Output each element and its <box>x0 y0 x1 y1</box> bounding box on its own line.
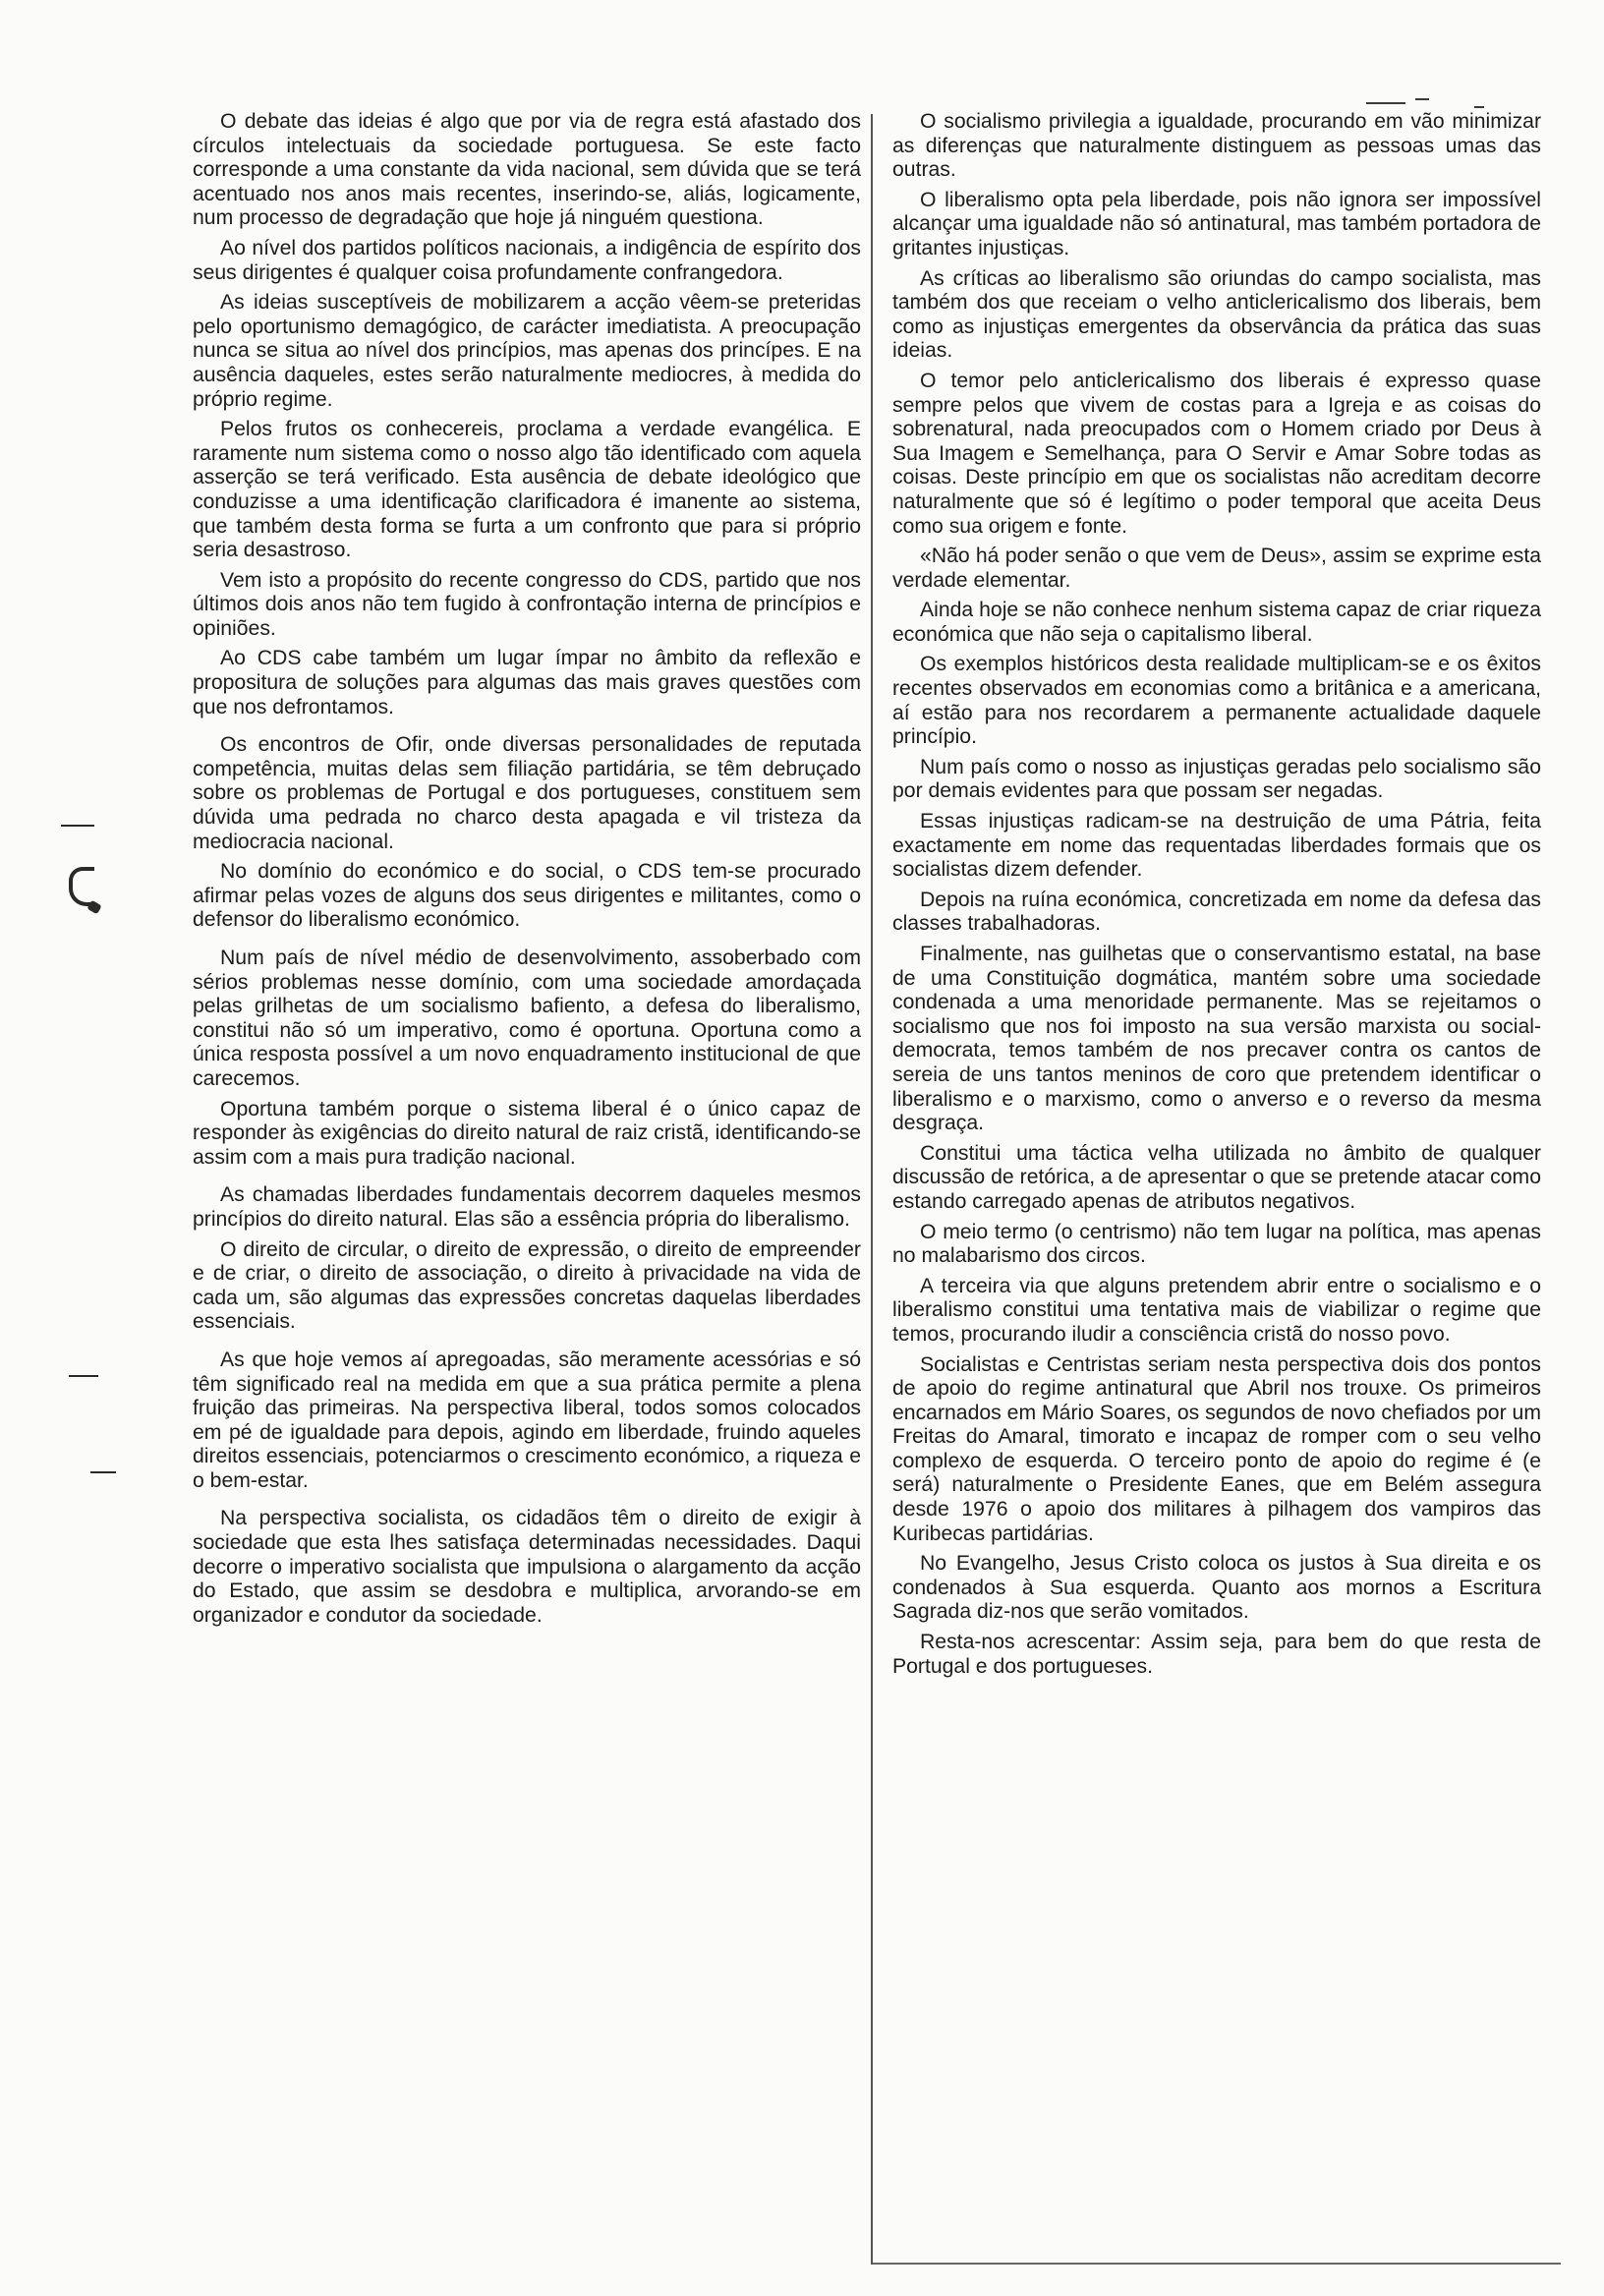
paragraph: Essas injustiças radicam-se na destruição de uma Pátria, feita exactamente em nome das requentadas liberdades formais que os socialistas dizem defender. <box>892 810 1541 882</box>
column-divider <box>871 114 873 2265</box>
paragraph: Socialistas e Centristas seriam nesta perspectiva dois dos pontos de apoio do regime antinatural que Abril nos trouxe. Os primeiros encarnados em Mário Soares, os segundos de novo chefiados por um Freitas do Amaral, timorato e incapaz de romper com o seu velho complexo de esquerda. O terceiro ponto de apoio do regime é (e será) naturalmente o Presidente Eanes, que em Belém assegura desde 1976 o apoio dos militares à pilhagem dos vampiros das Kuribecas partidárias. <box>892 1352 1541 1545</box>
paragraph: Ao CDS cabe também um lugar ímpar no âmbito da reflexão e propositura de soluções para algumas das mais graves questões com que nos defrontamos. <box>193 647 861 718</box>
left-column <box>193 110 861 1634</box>
paragraph: No Evangelho, Jesus Cristo coloca os justos à Sua direita e os condenados à Sua esquerda. Quanto aos mornos a Escritura Sagrada diz-nos que serão vomitados. <box>892 1552 1541 1624</box>
paragraph: As chamadas liberdades fundamentais decorrem daqueles mesmos princípios do direito natural. Elas são a essência própria do liberalismo. <box>193 1183 861 1231</box>
paragraph: Os exemplos históricos desta realidade multiplicam-se e os êxitos recentes observados em economias como a britânica e a americana, aí estão para nos recordarem a permanente actualidade daquele princípio. <box>892 653 1541 749</box>
scan-speck <box>1474 106 1484 108</box>
scan-speck <box>1415 98 1429 100</box>
paragraph: O debate das ideias é algo que por via de regra está afastado dos círculos intelectuais da sociedade portuguesa. Se este facto corresponde a uma constante da vida nacional, sem dúvida que se terá acentuado nos anos mais recentes, inserindo-se, aliás, logicamente, num processo de degradação que hoje já ninguém questiona. <box>193 110 861 230</box>
paragraph: O temor pelo anticlericalismo dos liberais é expresso quase sempre pelos que vivem de costas para a Igreja e as coisas do sobrenatural, nada preocupados com o Homem criado por Deus à Sua Imagem e Semelhança, para O Servir e Amar Sobre todas as coisas. Deste princípio em que os socialistas não acreditam decorre naturalmente que só é legítimo o poder temporal que aceita Deus como sua origem e fonte. <box>892 369 1541 538</box>
paragraph: As que hoje vemos aí apregoadas, são meramente acessórias e só têm significado real na medida em que a sua prática permite a plena fruição das primeiras. Na perspectiva liberal, todos somos colocados em pé de igualdade para depois, agindo em liberdade, fruindo aqueles direitos essenciais, potenciarmos o crescimento económico, a riqueza e o bem-estar. <box>193 1348 861 1492</box>
margin-mark <box>69 1375 98 1377</box>
paragraph: Finalmente, nas guilhetas que o conservantismo estatal, na base de uma Constituição dogmática, mantém sobre uma sociedade condenada a uma menoridade permanente. Mas se rejeitamos o socialismo que nos foi imposto na sua versão marxista ou social-democrata, temos também de nos precaver contra os cantos de sereia de uns tantos meninos de coro que pretendem identificar o liberalismo e o marxismo, como o anverso e o reverso da mesma desgraça. <box>892 943 1541 1135</box>
paragraph: Ao nível dos partidos políticos nacionais, a indigência de espírito dos seus dirigentes é qualquer coisa profundamente confrangedora. <box>193 236 861 284</box>
paragraph: Resta-nos acrescentar: Assim seja, para bem do que resta de Portugal e dos portugueses. <box>892 1631 1541 1678</box>
paragraph: Vem isto a propósito do recente congresso do CDS, partido que nos últimos dois anos não tem fugido à confrontação interna de princípios e opiniões. <box>193 568 861 640</box>
margin-mark <box>90 1471 116 1473</box>
paragraph: «Não há poder senão o que vem de Deus», assim se exprime esta verdade elementar. <box>892 545 1541 592</box>
paragraph: O direito de circular, o direito de expressão, o direito de empreender e de criar, o direito de associação, o direito à privacidade na vida de cada um, são algumas das expressões concretas daquelas liberdades essenciais. <box>193 1237 861 1334</box>
paragraph: Num país como o nosso as injustiças geradas pelo socialismo são por demais evidentes para que possam ser negadas. <box>892 755 1541 803</box>
paragraph: Num país de nível médio de desenvolvimento, assoberbado com sérios problemas nesse domínio, com uma sociedade amordaçada pelas grilhetas de um socialismo bafiento, a defesa do liberalismo, constitui não só um imperativo, como é oportuna. Oportuna como a única resposta possível a um novo enquadramento institucional de que carecemos. <box>193 947 861 1090</box>
paragraph: A terceira via que alguns pretendem abrir entre o socialismo e o liberalismo constitui uma tentativa mais de viabilizar o regime que temos, procurando iludir a consciência cristã do nosso povo. <box>892 1274 1541 1346</box>
scan-speck <box>1366 102 1405 104</box>
paragraph: As críticas ao liberalismo são oriundas do campo socialista, mas também dos que receiam o velho anticlericalismo dos liberais, bem como as injustiças emergentes da observância da prática das suas ideias. <box>892 266 1541 363</box>
margin-mark <box>86 900 101 915</box>
paragraph: Oportuna também porque o sistema liberal é o único capaz de responder às exigências do direito natural de raiz cristã, identificando-se assim com a mais pura tradição nacional. <box>193 1097 861 1169</box>
paragraph: O meio termo (o centrismo) não tem lugar na política, mas apenas no malabarismo dos circos. <box>892 1220 1541 1268</box>
margin-mark <box>61 825 94 827</box>
paragraph: Ainda hoje se não conhece nenhum sistema capaz de criar riqueza económica que não seja o capitalismo liberal. <box>892 599 1541 646</box>
paragraph: As ideias susceptíveis de mobilizarem a acção vêem-se preteridas pelo oportunismo demagógico, de carácter imediatista. A preocupação nunca se situa ao nível dos princípios, mas apenas dos princípes. E na ausência daqueles, estes serão naturalmente mediocres, à medida do próprio regime. <box>193 291 861 411</box>
paragraph: Depois na ruína económica, concretizada em nome da defesa das classes trabalhadoras. <box>892 888 1541 936</box>
paragraph: Na perspectiva socialista, os cidadãos têm o direito de exigir à sociedade que esta lhes satisfaça determinadas necessidades. Daqui decorre o imperativo socialista que impulsiona o alargamento da acção do Estado, que assim se desdobra e multiplica, arvorando-se em organizador e condutor da sociedade. <box>193 1507 861 1627</box>
paragraph: Constitui uma táctica velha utilizada no âmbito de qualquer discussão de retórica, a de apresentar o que se pretende atacar como estando carregado apenas de atributos negativos. <box>892 1141 1541 1213</box>
paragraph: No domínio do económico e do social, o CDS tem-se procurado afirmar pelas vozes de alguns dos seus dirigentes e militantes, como o defensor do liberalismo económico. <box>193 860 861 932</box>
right-column <box>892 110 1541 1685</box>
paragraph: O socialismo privilegia a igualdade, procurando em vão minimizar as diferenças que naturalmente distinguem as pessoas umas das outras. <box>892 110 1541 182</box>
bottom-rule <box>873 2263 1561 2265</box>
paragraph: O liberalismo opta pela liberdade, pois não ignora ser impossível alcançar uma igualdade não só antinatural, mas também portadora de gritantes injustiças. <box>892 188 1541 259</box>
paragraph: Os encontros de Ofir, onde diversas personalidades de reputada competência, muitas delas sem filiação partidária, se têm debruçado sobre os problemas de Portugal e dos portugueses, constituem sem dúvida uma pedrada no charco desta apagada e vil tristeza da mediocracia nacional. <box>193 733 861 853</box>
paragraph: Pelos frutos os conhecereis, proclama a verdade evangélica. E raramente num sistema como o nosso algo tão identificado com aquela asserção se terá verificado. Esta ausência de debate ideológico que conduzisse a uma identificação clarificadora é imanente ao sistema, que também desta forma se furta a um confronto que para si próprio seria desastroso. <box>193 418 861 562</box>
